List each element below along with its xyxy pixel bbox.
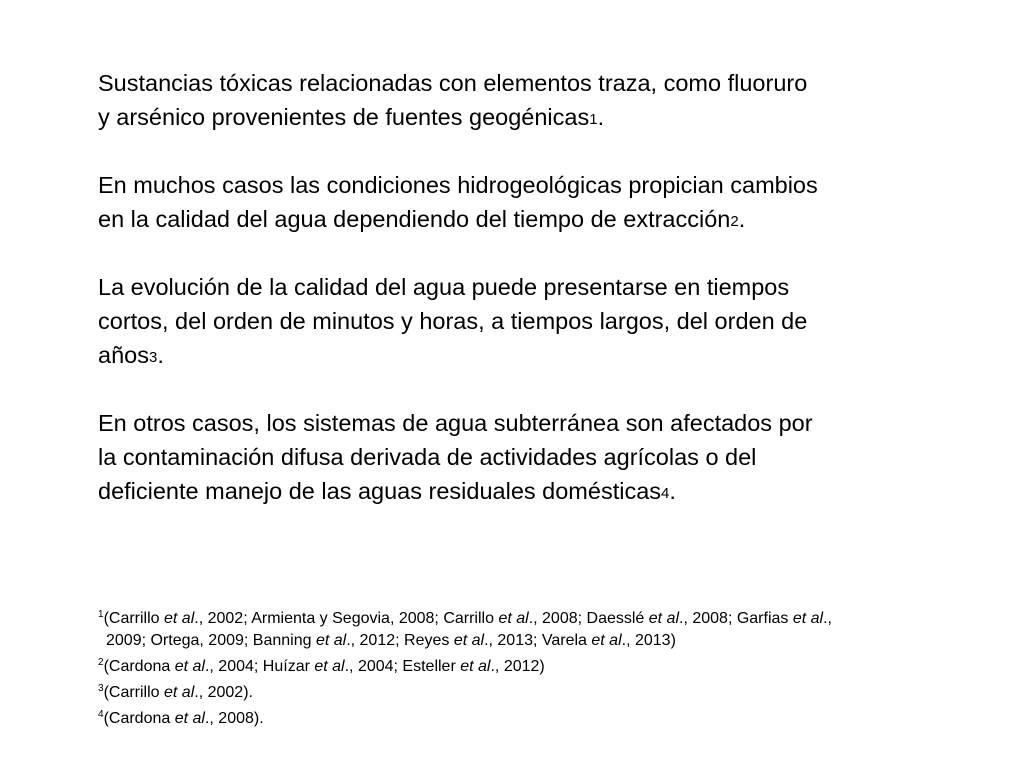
reference-number: 4 (98, 709, 104, 720)
reference-1-continuation (106, 630, 972, 652)
text-line: la contaminación difusa derivada de actividades agrícolas o del (98, 444, 757, 470)
ref-text: ., 2012) (490, 658, 545, 675)
ref-etal: et al (498, 610, 529, 627)
ref-etal: et al (591, 632, 622, 649)
paragraph-1 (98, 66, 918, 134)
ref-text: (Cardona (103, 710, 175, 727)
ref-text: ., 2008; Daesslé (528, 610, 649, 627)
ref-text: ., 2002). (194, 684, 253, 701)
text-segment: deficiente manejo de las aguas residuales domésticas (98, 478, 662, 504)
text-line (98, 100, 918, 134)
ref-etal: et al (314, 658, 345, 675)
ref-etal: et al (164, 610, 195, 627)
ref-text: (Cardona (103, 658, 175, 675)
ref-text: (Carrillo (103, 610, 165, 627)
ref-text: 2009; Ortega, 2009; Banning (106, 632, 316, 649)
reference-number: 3 (98, 683, 104, 694)
ref-text: ., 2008; Garfias (679, 610, 793, 627)
text-line: En otros casos, los sistemas de agua subterránea son afectados por (98, 410, 813, 436)
text-line: Sustancias tóxicas relacionadas con elementos traza, como fluoruro (98, 70, 808, 96)
ref-etal: et al (164, 684, 195, 701)
ref-etal: et al (460, 658, 491, 675)
text-segment: . (738, 206, 746, 232)
text-segment: . (157, 342, 164, 368)
text-line: cortos, del orden de minutos y horas, a tiempos largos, del orden de (98, 308, 808, 334)
text-line (98, 474, 918, 508)
ref-text: ., 2013; Varela (484, 632, 592, 649)
text-line (98, 202, 918, 236)
paragraph-3 (98, 270, 918, 372)
ref-text: ., 2012; Reyes (346, 632, 454, 649)
references-block (92, 608, 972, 734)
ref-etal: et al (174, 710, 205, 727)
reference-2 (92, 656, 972, 678)
ref-text: ., 2013) (621, 632, 676, 649)
ref-etal: et al (648, 610, 680, 627)
paragraph-4 (98, 406, 918, 508)
ref-etal: et al (315, 632, 347, 649)
ref-etal: et al (792, 610, 824, 627)
reference-1 (92, 608, 972, 652)
ref-etal: et al (174, 658, 205, 675)
ref-text: ., 2004; Huízar (204, 658, 315, 675)
ref-text: ., 2008). (204, 710, 264, 727)
ref-text: ., 2002; Armienta y Segovia, 2008; Carrillo (194, 610, 499, 627)
text-line: La evolución de la calidad del agua puede presentarse en tiempos (98, 274, 790, 300)
footnote-marker: 1 (589, 111, 598, 128)
main-text-block (98, 66, 918, 508)
paragraph-2 (98, 168, 918, 236)
text-segment: y arsénico provenientes de fuentes geogénicas (98, 104, 590, 130)
text-segment: . (597, 104, 605, 130)
text-line: En muchos casos las condiciones hidrogeológicas propician cambios (98, 172, 818, 198)
reference-number: 1 (98, 609, 104, 620)
footnote-marker: 2 (730, 213, 739, 230)
reference-4 (92, 708, 972, 730)
text-line (98, 338, 918, 372)
text-segment: . (669, 478, 676, 504)
ref-text: ., (823, 610, 832, 627)
ref-etal: et al (453, 632, 485, 649)
footnote-marker: 4 (661, 485, 670, 502)
ref-text: ., 2004; Esteller (344, 658, 461, 675)
ref-text: (Carrillo (103, 684, 165, 701)
reference-3 (92, 682, 972, 704)
text-segment: años (98, 342, 149, 368)
footnote-marker: 3 (148, 349, 158, 366)
text-segment: en la calidad del agua dependiendo del tiempo de extracción (98, 206, 731, 232)
reference-number: 2 (98, 657, 104, 668)
